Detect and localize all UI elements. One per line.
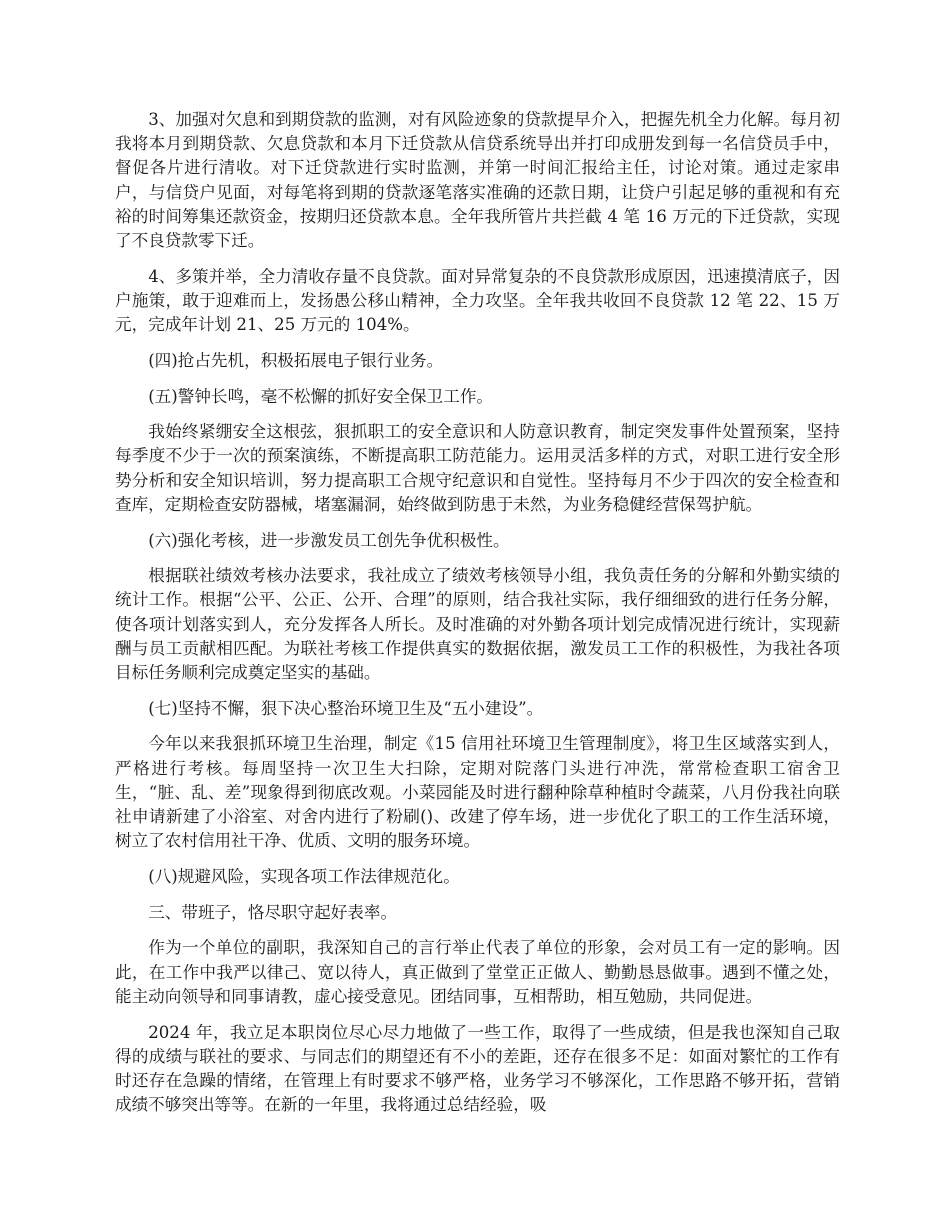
paragraph-bad-loan-recovery: 4、多策并举，全力清收存量不良贷款。面对异常复杂的不良贷款形成原因，迅速摸清底子，因户施策，敢于迎难而上，发扬愚公移山精神，全力攻坚。全年我共收回不良贷款 12 笔 22、15 万元，完成年计划 21、25 万元的 104%。 <box>115 266 840 335</box>
heading-leadership: 三、带班子，恪尽职守起好表率。 <box>148 902 398 922</box>
document-page <box>115 108 840 1129</box>
heading-assessment: (六)强化考核，进一步激发员工创先争优积极性。 <box>148 530 510 550</box>
heading-environment: (七)坚持不懈，狠下决心整治环境卫生及“五小建设”。 <box>148 698 544 718</box>
paragraph-leadership: 作为一个单位的副职，我深知自己的言行举止代表了单位的形象，会对员工有一定的影响。因此，在工作中我严以律己、宽以待人，真正做到了堂堂正正做人、勤勤恳恳做事。遇到不懂之处，能主动向领导和同事请教，虚心接受意见。团结同事，互相帮助，相互勉励，共同促进。 <box>115 938 840 1006</box>
heading-risk: (八)规避风险，实现各项工作法律规范化。 <box>148 866 460 886</box>
paragraph-summary: 2024 年，我立足本职岗位尽心尽力地做了一些工作，取得了一些成绩，但是我也深知自己取得的成绩与联社的要求、与同志们的期望还有不小的差距，还存在很多不足：如面对繁忙的工作有时还存在急躁的情绪，在管理上有时要求不够严格，业务学习不够深化，工作思路不够开拓，营销成绩不够突出等等。在新的一年里，我将通过总结经验，吸 <box>115 1022 840 1115</box>
paragraph-assessment: 根据联社绩效考核办法要求，我社成立了绩效考核领导小组，我负责任务的分解和外勤实绩的统计工作。根据“公平、公正、公开、合理”的原则，结合我社实际，我仔细细致的进行任务分解，使各项计划落实到人，充分发挥各人所长。及时准确的对外勤各项计划完成情况进行统计，实现薪酬与员工贡献相匹配。为联社考核工作提供真实的数据依据，激发员工工作的积极性，为我社各项目标任务顺利完成奠定坚实的基础。 <box>115 566 840 683</box>
paragraph-environment: 今年以来我狠抓环境卫生治理，制定《15 信用社环境卫生管理制度》，将卫生区域落实到人，严格进行考核。每周坚持一次卫生大扫除，定期对院落门头进行冲洗，常常检查职工宿舍卫生，“脏、乱、差”现象得到彻底改观。小菜园能及时进行翻种除草种植时令蔬菜，八月份我社向联社申请新建了小浴室、对舍内进行了粉刷()、改建了停车场，进一步优化了职工的工作生活环境，树立了农村信用社干净、优质、文明的服务环境。 <box>115 734 840 851</box>
paragraph-security: 我始终紧绷安全这根弦，狠抓职工的安全意识和人防意识教育，制定突发事件处置预案，坚持每季度不少于一次的预案演练，不断提高职工防范能力。运用灵活多样的方式，对职工进行安全形势分析和安全知识培训，努力提高职工合规守纪意识和自觉性。坚持每月不少于四次的安全检查和查库，定期检查安防器械，堵塞漏洞，始终做到防患于未然，为业务稳健经营保驾护航。 <box>115 422 840 514</box>
paragraph-loan-monitoring: 3、加强对欠息和到期贷款的监测，对有风险迹象的贷款提早介入，把握先机全力化解。每月初我将本月到期贷款、欠息贷款和本月下迁贷款从信贷系统导出并打印成册发到每一名信贷员手中，督促各片进行清收。对下迁贷款进行实时监测，并第一时间汇报给主任，讨论对策。通过走家串户，与信贷户见面，对每笔将到期的贷款逐笔落实准确的还款日期，让贷户引起足够的重视和有充裕的时间筹集还款资金，按期归还贷款本息。全年我所管片共拦截 4 笔 16 万元的下迁贷款，实现了不良贷款零下迁。 <box>115 110 840 251</box>
heading-security: (五)警钟长鸣，毫不松懈的抓好安全保卫工作。 <box>148 386 494 406</box>
heading-e-banking: (四)抢占先机，积极拓展电子银行业务。 <box>148 350 444 370</box>
